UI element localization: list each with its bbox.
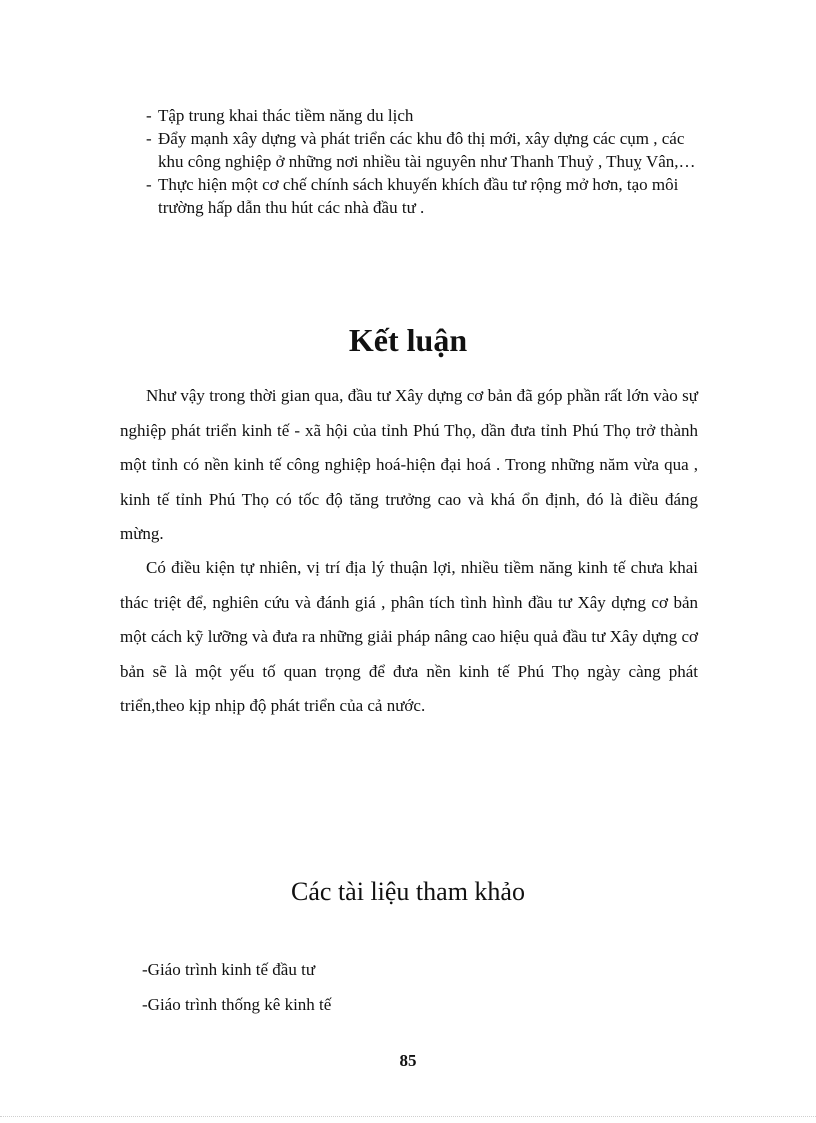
bullet-item	[146, 104, 706, 127]
reference-item: -Giáo trình kinh tế đầu tư	[142, 960, 316, 979]
bullet-list	[146, 104, 706, 219]
page-bottom-divider	[0, 1116, 816, 1117]
bullet-text: Thực hiện một cơ chế chính sách khuyến khích đầu tư rộng mở hơn, tạo môi trường hấp dẫn thu hút các nhà đầu tư .	[158, 175, 679, 217]
bullet-item	[146, 173, 706, 219]
conclusion-paragraph: Như vậy trong thời gian qua, đầu tư Xây dựng cơ bản đã góp phần rất lớn vào sự nghiệp phát triển kinh tế - xã hội của tỉnh Phú Thọ, dần đưa tỉnh Phú Thọ trở thành một tỉnh có nền kinh tế công nghiệp hoá-hiện đại hoá . Trong những năm vừa qua , kinh tế tỉnh Phú Thọ có tốc độ tăng trưởng cao và khá ổn định, đó là điều đáng mừng.	[120, 386, 698, 543]
references-heading: Các tài liệu tham khảo	[291, 877, 525, 906]
bullet-marker: -	[146, 175, 152, 194]
bullet-marker: -	[146, 106, 152, 125]
reference-item: -Giáo trình thống kê kinh tế	[142, 995, 332, 1014]
bullet-text: Đẩy mạnh xây dựng và phát triển các khu đô thị mới, xây dựng các cụm , các khu công nghiệp ở những nơi nhiều tài nguyên như Thanh Thuỷ , Thuỵ Vân,…	[158, 129, 696, 171]
conclusion-heading: Kết luận	[348, 322, 468, 358]
page-number: 85	[399, 1051, 417, 1070]
bullet-item	[146, 127, 706, 173]
bullet-text: Tập trung khai thác tiềm năng du lịch	[158, 106, 414, 125]
bullet-marker: -	[146, 129, 152, 148]
conclusion-paragraph: Có điều kiện tự nhiên, vị trí địa lý thuận lợi, nhiều tiềm năng kinh tế chưa khai thác triệt để, nghiên cứu và đánh giá , phân tích tình hình đầu tư Xây dựng cơ bản một cách kỹ lưỡng và đưa ra những giải pháp nâng cao hiệu quả đầu tư Xây dựng cơ bản sẽ là một yếu tố quan trọng để đưa nền kinh tế Phú Thọ ngày càng phát triển,theo kịp nhịp độ phát triển của cả nước.	[120, 558, 698, 715]
